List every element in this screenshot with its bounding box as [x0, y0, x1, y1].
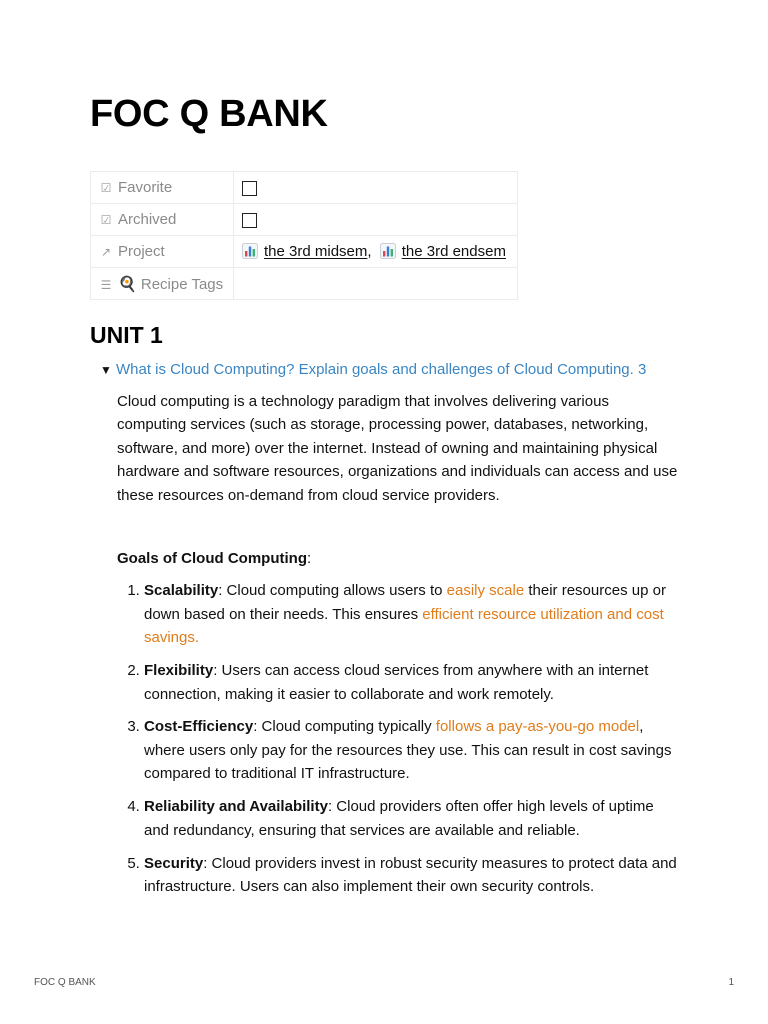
property-label: Recipe Tags [140, 275, 224, 293]
list-item [144, 852, 679, 899]
property-value-archived[interactable] [234, 204, 518, 236]
archived-checkbox[interactable] [242, 213, 257, 228]
list-item [144, 715, 679, 785]
goal-highlight: follows a pay-as-you-go model [435, 718, 640, 736]
goal-highlight: easily scale [446, 582, 525, 600]
project-link-midsem[interactable]: the 3rd midsem [264, 243, 368, 260]
property-value-recipe-tags[interactable] [234, 268, 518, 300]
checkbox-property-icon: ☑ [100, 181, 112, 196]
property-key-archived [91, 204, 234, 236]
property-value-favorite[interactable] [234, 172, 518, 204]
goal-text: : Users can access cloud services from anywhere with an internet connection, making it easier to collaborate and work remotely. [144, 662, 649, 703]
page-number: 1 [728, 977, 734, 988]
property-key-favorite [91, 172, 234, 204]
property-label: Favorite [118, 179, 173, 196]
goal-text: , where users only pay for the resources they use. This can result in cost savings compared to traditional IT infrastructure. [144, 718, 672, 783]
property-row-recipe-tags [91, 268, 518, 300]
bar-chart-icon [242, 243, 258, 259]
goal-title: Cost-Efficiency [144, 718, 254, 736]
bar-chart-icon [380, 243, 396, 259]
property-label: Archived [118, 211, 177, 228]
goals-heading-text: Goals of Cloud Computing [117, 550, 307, 568]
property-row-favorite [91, 172, 518, 204]
property-row-archived [91, 204, 518, 236]
property-key-recipe-tags [91, 268, 234, 300]
goals-list [117, 579, 679, 898]
toggle-question: What is Cloud Computing? Explain goals and challenges of Cloud Computing. 3 [116, 361, 647, 378]
toggle-content [117, 390, 679, 908]
link-separator: , [367, 243, 372, 260]
goal-text: : Cloud providers invest in robust security measures to protect data and infrastructure. Users can also implement their own security controls. [144, 854, 677, 895]
page-title: FOC Q BANK [90, 93, 328, 135]
goal-title: Security [144, 854, 204, 872]
property-key-project [91, 236, 234, 268]
list-item [144, 795, 679, 842]
list-item [144, 579, 679, 649]
footer-title: FOC Q BANK [34, 977, 96, 988]
goal-text: : Cloud providers often offer high levels of uptime and redundancy, ensuring that services are available and reliable. [144, 798, 654, 839]
checkbox-property-icon: ☑ [100, 213, 112, 228]
list-icon: ☰ [100, 277, 112, 292]
property-row-project [91, 236, 518, 268]
toggle-triangle-down-icon[interactable]: ▼ [100, 363, 112, 377]
project-link-endsem[interactable]: the 3rd endsem [401, 243, 506, 260]
goals-heading-colon: : [306, 550, 312, 568]
goal-title: Flexibility [144, 662, 214, 680]
goal-title: Reliability and Availability [144, 798, 328, 816]
unit-heading: UNIT 1 [90, 322, 163, 348]
goal-text: : Cloud computing allows users to [218, 582, 447, 600]
goal-text: their resources up or down based on their needs. This ensures [144, 582, 666, 623]
toggle-block[interactable] [100, 361, 646, 378]
list-item [144, 659, 679, 706]
intro-paragraph: Cloud computing is a technology paradigm that involves delivering various computing services (such as storage, processing power, databases, networking, software, and more) over the internet. Instead of owning and maintaining physical hardware and software resources, organizations and individuals can access and use these resources on-demand from cloud service providers. [117, 393, 678, 504]
goals-heading [117, 547, 679, 570]
relation-arrow-icon: ↗ [100, 245, 112, 260]
cooking-emoji-icon: 🍳 [118, 275, 137, 293]
goal-text: : Cloud computing typically [253, 718, 436, 736]
favorite-checkbox[interactable] [242, 181, 257, 196]
goal-highlight: efficient resource utilization and cost savings. [144, 605, 664, 647]
property-label: Project [118, 243, 165, 260]
goal-title: Scalability [144, 582, 219, 600]
property-value-project [234, 236, 518, 268]
properties-table [90, 171, 518, 300]
